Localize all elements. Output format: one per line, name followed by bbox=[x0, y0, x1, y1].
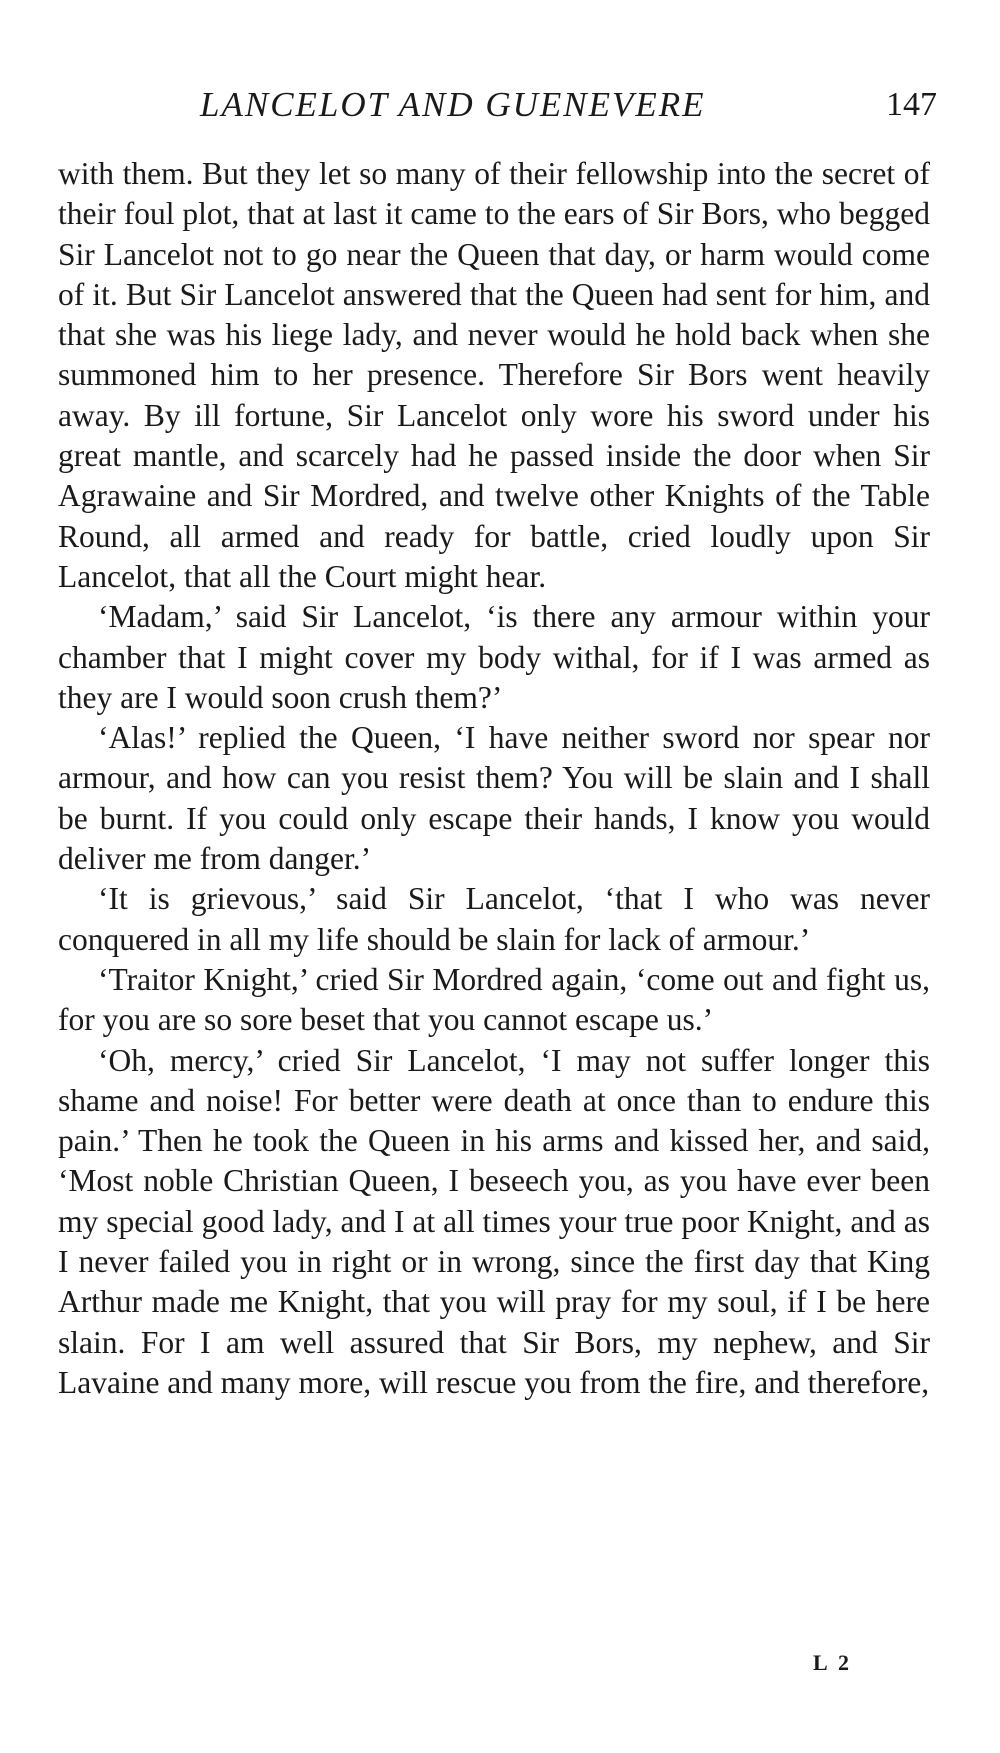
body-text bbox=[58, 154, 930, 1403]
paragraph-lancelot-mercy: ‘Oh, mercy,’ cried Sir Lancelot, ‘I may not suffer longer this shame and noise! For better were death at once than to endure this pain.’ Then he took the Queen in his arms and kissed her, and said, ‘Most noble Christian Queen, I beseech you, as you have ever been my special good lady, and I at all times your true poor Knight, and as I never failed you in right or in wrong, since the first day that King Arthur made me Knight, that you will pray for my soul, if I be here slain. For I am well assured that Sir Bors, my nephew, and Sir Lavaine and many more, will rescue you from the fire, and therefore, bbox=[58, 1042, 930, 1400]
paragraph-continuation: with them. But they let so many of their fellowship into the secret of their foul plot, that at last it came to the ears of Sir Bors, who begged Sir Lancelot not to go near the Queen that day, or harm would come of it. But Sir Lancelot answered that the Queen had sent for him, and that she was his liege lady, and never would he hold back when she summoned him to her presence. Therefore Sir Bors went heavily away. By ill fortune, Sir Lancelot only wore his sword under his great mantle, and scarcely had he passed inside the door when Sir Agrawaine and Sir Mordred, and twelve other Knights of the Table Round, all armed and ready for battle, cried loudly upon Sir Lancelot, that all the Court might hear. bbox=[58, 156, 930, 594]
paragraph-lancelot-grievous: ‘It is grievous,’ said Sir Lancelot, ‘that I who was never conquered in all my life should be slain for lack of armour.’ bbox=[58, 881, 930, 957]
running-title: LANCELOT AND GUENEVERE bbox=[200, 85, 706, 124]
paragraph-mordred-challenge: ‘Traitor Knight,’ cried Sir Mordred again, ‘come out and fight us, for you are so sore beset that you cannot escape us.’ bbox=[58, 961, 930, 1038]
page-number: 147 bbox=[886, 86, 937, 123]
printer-signature-mark: L 2 bbox=[813, 1650, 852, 1675]
paragraph-lancelot-asks-armour: ‘Madam,’ said Sir Lancelot, ‘is there any armour within your chamber that I might cover my body withal, for if I was armed as they are I would soon crush them?’ bbox=[58, 599, 930, 715]
paragraph-queen-replies: ‘Alas!’ replied the Queen, ‘I have neither sword nor spear nor armour, and how can you resist them? You will be slain and I shall be burnt. If you could only escape their hands, I know you would deliver me from danger.’ bbox=[58, 720, 930, 877]
page-header bbox=[0, 80, 1000, 130]
